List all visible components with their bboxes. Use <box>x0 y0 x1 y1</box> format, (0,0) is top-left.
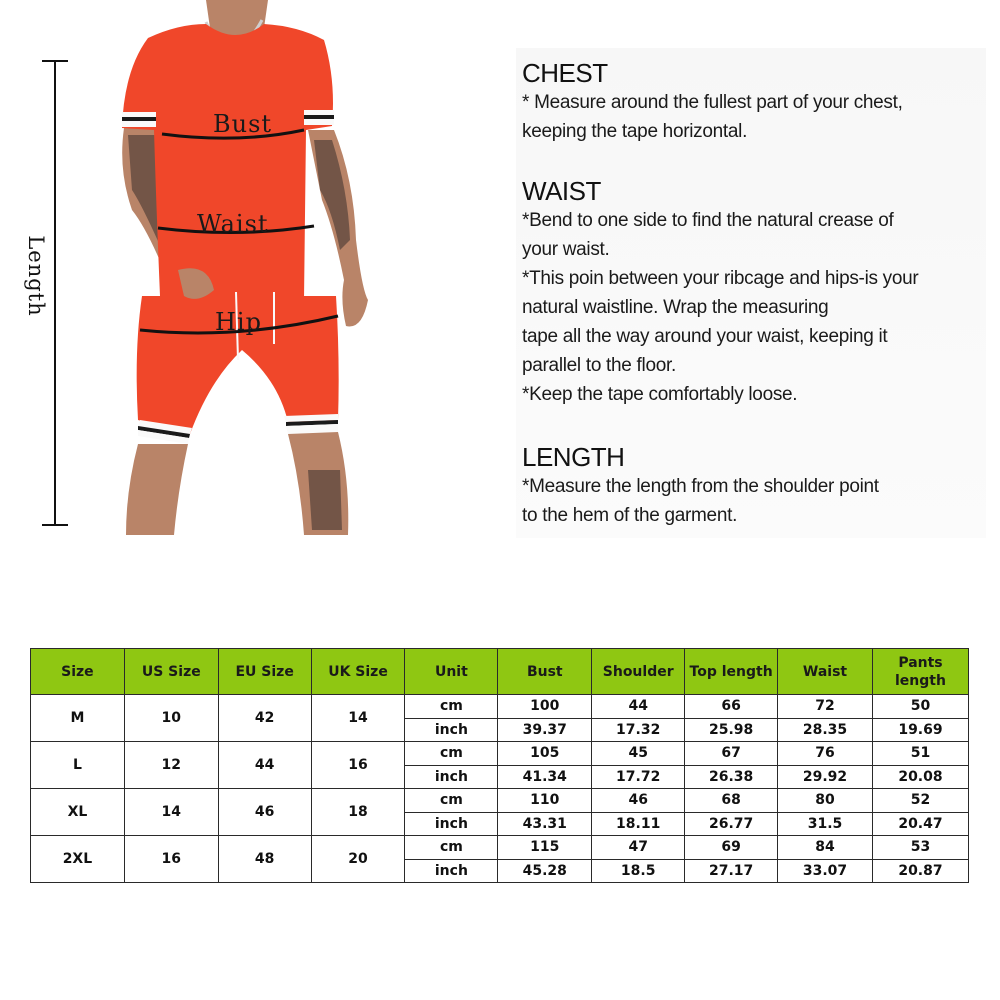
length-line: *Measure the length from the shoulder point <box>522 476 879 497</box>
cell-eu-size: 44 <box>218 742 311 789</box>
model-photo-illustration <box>118 0 378 535</box>
table-row <box>31 836 969 860</box>
header-us-size: US Size <box>124 649 218 695</box>
cell-us-size: 14 <box>124 789 218 836</box>
table-header-row <box>31 649 969 695</box>
waist-line: *Keep the tape comfortably loose. <box>522 384 798 405</box>
cell-eu-size: 42 <box>218 695 311 742</box>
cell-pants-length: 52 <box>872 789 968 813</box>
chest-line: * Measure around the fullest part of your chest, <box>522 92 903 113</box>
cell-waist: 80 <box>778 789 873 813</box>
length-label: Length <box>24 235 48 317</box>
chest-heading: CHEST <box>522 58 608 88</box>
cell-shoulder: 18.11 <box>592 812 685 836</box>
cell-size: XL <box>31 789 125 836</box>
header-bust: Bust <box>498 649 592 695</box>
cell-waist: 72 <box>778 695 873 719</box>
waist-line: *This poin between your ribcage and hips-is your <box>522 268 919 289</box>
waist-label: Waist <box>197 210 269 238</box>
cell-pants-length: 19.69 <box>872 718 968 742</box>
cell-uk-size: 14 <box>311 695 405 742</box>
cell-shoulder: 18.5 <box>592 859 685 883</box>
cell-top-length: 26.77 <box>685 812 778 836</box>
cell-bust: 105 <box>498 742 592 766</box>
cell-size: 2XL <box>31 836 125 883</box>
cell-shoulder: 17.32 <box>592 718 685 742</box>
cell-shoulder: 47 <box>592 836 685 860</box>
cell-unit: cm <box>405 695 498 719</box>
length-measure-bar <box>54 60 56 526</box>
cell-uk-size: 18 <box>311 789 405 836</box>
cell-waist: 29.92 <box>778 765 873 789</box>
cell-size: L <box>31 742 125 789</box>
hip-label: Hip <box>215 308 262 336</box>
cell-unit: inch <box>405 859 498 883</box>
cell-unit: inch <box>405 765 498 789</box>
cell-unit: cm <box>405 742 498 766</box>
model-figure <box>0 0 400 540</box>
header-uk-size: UK Size <box>311 649 405 695</box>
cell-top-length: 69 <box>685 836 778 860</box>
measuring-instructions <box>516 48 986 538</box>
cell-uk-size: 16 <box>311 742 405 789</box>
table-row <box>31 695 969 719</box>
cell-waist: 84 <box>778 836 873 860</box>
cell-top-length: 25.98 <box>685 718 778 742</box>
header-eu-size: EU Size <box>218 649 311 695</box>
cell-waist: 76 <box>778 742 873 766</box>
chest-section <box>522 58 903 146</box>
cell-unit: inch <box>405 812 498 836</box>
cell-us-size: 12 <box>124 742 218 789</box>
cell-shoulder: 46 <box>592 789 685 813</box>
cell-shoulder: 45 <box>592 742 685 766</box>
cell-top-length: 68 <box>685 789 778 813</box>
header-size: Size <box>31 649 125 695</box>
cell-shoulder: 17.72 <box>592 765 685 789</box>
cell-waist: 28.35 <box>778 718 873 742</box>
cell-pants-length: 53 <box>872 836 968 860</box>
cell-us-size: 10 <box>124 695 218 742</box>
cell-top-length: 67 <box>685 742 778 766</box>
cell-pants-length: 20.87 <box>872 859 968 883</box>
cell-top-length: 27.17 <box>685 859 778 883</box>
cell-waist: 31.5 <box>778 812 873 836</box>
waist-line: your waist. <box>522 239 610 260</box>
cell-pants-length: 20.47 <box>872 812 968 836</box>
waist-line: *Bend to one side to find the natural crease of <box>522 210 894 231</box>
cell-unit: cm <box>405 789 498 813</box>
cell-pants-length: 51 <box>872 742 968 766</box>
waist-heading: WAIST <box>522 176 601 206</box>
table-row <box>31 789 969 813</box>
length-heading: LENGTH <box>522 442 625 472</box>
cell-bust: 43.31 <box>498 812 592 836</box>
header-top-length: Top length <box>685 649 778 695</box>
header-shoulder: Shoulder <box>592 649 685 695</box>
header-waist: Waist <box>778 649 873 695</box>
size-chart-table <box>30 648 969 883</box>
length-bar-bottom-cap <box>42 524 68 526</box>
waist-section <box>522 176 918 409</box>
cell-waist: 33.07 <box>778 859 873 883</box>
chest-line: keeping the tape horizontal. <box>522 121 748 142</box>
cell-size: M <box>31 695 125 742</box>
cell-top-length: 66 <box>685 695 778 719</box>
cell-top-length: 26.38 <box>685 765 778 789</box>
cell-bust: 110 <box>498 789 592 813</box>
header-unit: Unit <box>405 649 498 695</box>
cell-us-size: 16 <box>124 836 218 883</box>
cell-unit: inch <box>405 718 498 742</box>
waist-line: parallel to the floor. <box>522 355 676 376</box>
cell-eu-size: 48 <box>218 836 311 883</box>
waist-line: natural waistline. Wrap the measuring <box>522 297 829 318</box>
cell-bust: 41.34 <box>498 765 592 789</box>
cell-bust: 115 <box>498 836 592 860</box>
waist-line: tape all the way around your waist, keeping it <box>522 326 888 347</box>
cell-bust: 39.37 <box>498 718 592 742</box>
cell-bust: 45.28 <box>498 859 592 883</box>
header-pants-length: Pants length <box>872 649 968 695</box>
bust-label: Bust <box>213 110 273 138</box>
length-section <box>522 442 879 530</box>
cell-bust: 100 <box>498 695 592 719</box>
table-row <box>31 742 969 766</box>
cell-pants-length: 50 <box>872 695 968 719</box>
cell-pants-length: 20.08 <box>872 765 968 789</box>
cell-shoulder: 44 <box>592 695 685 719</box>
cell-unit: cm <box>405 836 498 860</box>
cell-uk-size: 20 <box>311 836 405 883</box>
cell-eu-size: 46 <box>218 789 311 836</box>
length-line: to the hem of the garment. <box>522 505 738 526</box>
